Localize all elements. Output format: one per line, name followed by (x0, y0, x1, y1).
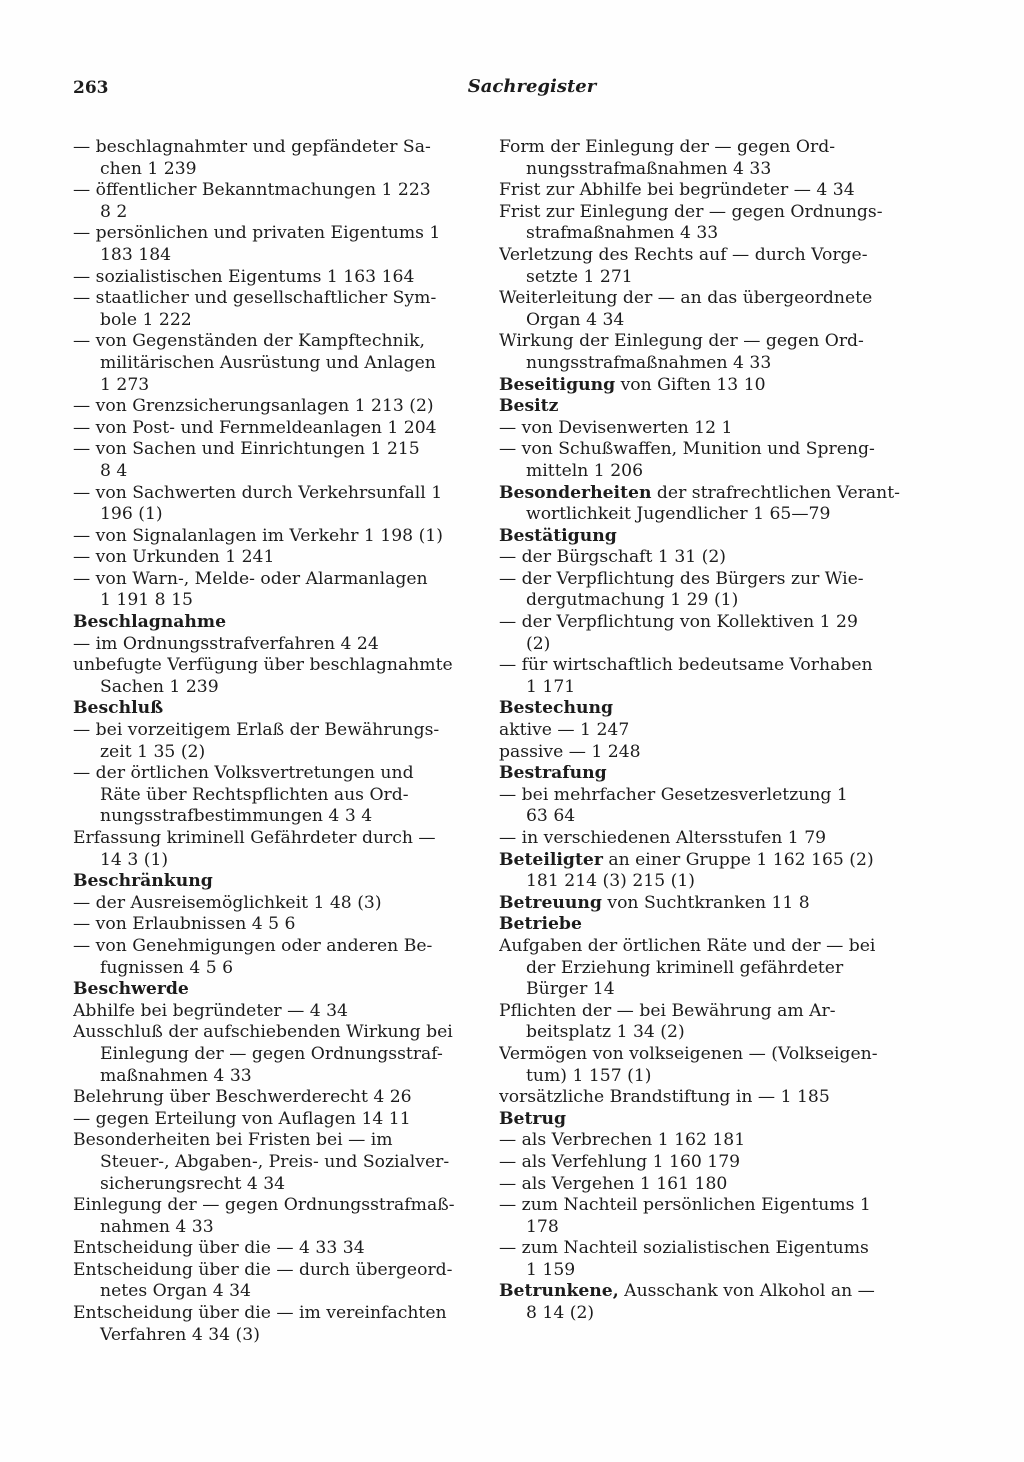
index-heading: Betreuung (499, 892, 602, 913)
index-entry (499, 1281, 901, 1303)
index-continuation: 1 159 (526, 1259, 576, 1280)
index-heading: Beschluß (73, 698, 164, 719)
index-subentry: — der Verpflichtung von Kollektiven 1 29 (499, 612, 858, 633)
index-entry: unbefugte Verfügung über beschlagnahmte (73, 655, 453, 676)
page-number: 263 (73, 78, 109, 98)
index-heading: Betrug (499, 1108, 566, 1129)
index-continuation: mitteln 1 206 (526, 460, 644, 481)
index-heading: Betrunkene, (499, 1281, 619, 1302)
index-subentry: — staatlicher und gesellschaftlicher Sym- (73, 288, 437, 309)
index-continuation: militärischen Ausrüstung und Anlagen (100, 352, 436, 373)
index-entry-text: von Suchtkranken 11 8 (601, 892, 810, 913)
index-subentry: — von Erlaubnissen 4 5 6 (73, 914, 296, 935)
index-heading: Beteiligter (499, 849, 603, 870)
index-subentry: — von Gegenständen der Kampftechnik, (73, 331, 425, 352)
index-heading: Bestechung (499, 698, 613, 719)
index-entry: vorsätzliche Brandstiftung in — 1 185 (499, 1087, 830, 1108)
index-subentry: — zum Nachteil persönlichen Eigentums 1 (499, 1195, 871, 1216)
index-entry: Einlegung der — gegen Ordnungsstrafmaß- (73, 1195, 455, 1216)
index-continuation: 8 14 (2) (526, 1303, 595, 1324)
index-continuation: Organ 4 34 (526, 309, 625, 330)
index-entry (499, 483, 901, 505)
index-subentry: — von Schußwaffen, Munition und Spreng- (499, 439, 875, 460)
index-subentry: — von Sachen und Einrichtungen 1 215 (73, 439, 420, 460)
index-continuation: wortlichkeit Jugendlicher 1 65—79 (526, 504, 831, 525)
index-continuation: Bürger 14 (526, 979, 615, 1000)
index-subentry: — als Verbrechen 1 162 181 (499, 1130, 746, 1151)
index-continuation: Sachen 1 239 (100, 676, 219, 697)
index-continuation: 1 171 (526, 676, 576, 697)
index-subentry: — sozialistischen Eigentums 1 163 164 (73, 266, 415, 287)
index-heading: Beschränkung (73, 871, 213, 892)
index-continuation: beitsplatz 1 34 (2) (526, 1022, 685, 1043)
index-entry: Frist zur Einlegung der — gegen Ordnungs- (499, 201, 883, 222)
index-subentry: — in verschiedenen Altersstufen 1 79 (499, 828, 827, 848)
index-continuation: zeit 1 35 (2) (100, 741, 206, 762)
index-entry: aktive — 1 247 (499, 720, 630, 741)
index-entry: Belehrung über Beschwerderecht 4 26 (73, 1087, 412, 1108)
index-entry: Entscheidung über die — 4 33 34 (73, 1238, 365, 1259)
index-continuation: nungsstrafmaßnahmen 4 33 (526, 352, 772, 373)
index-column-left (73, 137, 475, 1346)
index-entry: Pflichten der — bei Bewährung am Ar- (499, 1000, 836, 1021)
index-entry: Wirkung der Einlegung der — gegen Ord- (499, 331, 864, 352)
index-subentry: — von Sachwerten durch Verkehrsunfall 1 (73, 482, 443, 503)
index-continuation: 8 4 (100, 460, 128, 481)
index-continuation: 196 (1) (100, 504, 163, 525)
index-subentry: — der Verpflichtung des Bürgers zur Wie- (499, 568, 864, 589)
index-subentry: — von Urkunden 1 241 (73, 547, 275, 568)
index-heading: Beseitigung (499, 374, 616, 395)
index-continuation: chen 1 239 (100, 158, 197, 179)
index-continuation: 8 2 (100, 201, 128, 222)
index-continuation: strafmaßnahmen 4 33 (526, 223, 719, 244)
index-entry: Aufgaben der örtlichen Räte und der — bei (499, 935, 876, 956)
index-continuation: maßnahmen 4 33 (100, 1065, 252, 1086)
index-continuation: nungsstrafbestimmungen 4 3 4 (100, 806, 373, 827)
index-subentry: — als Verfehlung 1 160 179 (499, 1151, 741, 1172)
index-subentry: — öffentlicher Bekanntmachungen 1 223 (73, 180, 431, 201)
index-continuation: 14 3 (1) (100, 849, 169, 870)
index-entry (499, 893, 901, 915)
index-heading: Besonderheiten (499, 482, 652, 503)
index-subentry: — im Ordnungsstrafverfahren 4 24 (73, 633, 379, 654)
index-subentry: — der Ausreisemöglichkeit 1 48 (3) (73, 892, 382, 913)
index-continuation: tum) 1 157 (1) (526, 1065, 652, 1086)
index-entry: Vermögen von volkseigenen — (Volkseigen- (499, 1043, 878, 1064)
index-subentry: — für wirtschaftlich bedeutsame Vorhaben (499, 655, 873, 676)
index-continuation: Räte über Rechtspflichten aus Ord- (100, 784, 409, 805)
index-entry: passive — 1 248 (499, 741, 641, 762)
index-subentry: — beschlagnahmter und gepfändeter Sa- (73, 137, 431, 157)
index-entry: Abhilfe bei begründeter — 4 34 (73, 1000, 348, 1021)
index-entry-text: der strafrechtlichen Verant- (651, 482, 900, 503)
index-entry: Ausschluß der aufschiebenden Wirkung bei (73, 1022, 453, 1043)
index-subentry: — gegen Erteilung von Auflagen 14 11 (73, 1108, 411, 1129)
index-subentry: — der örtlichen Volksvertretungen und (73, 763, 414, 784)
index-subentry: — der Bürgschaft 1 31 (2) (499, 547, 726, 568)
index-entry: Erfassung kriminell Gefährdeter durch — (73, 828, 436, 848)
running-head: Sachregister (467, 76, 597, 97)
index-subentry: — von Grenzsicherungsanlagen 1 213 (2) (73, 396, 434, 417)
index-continuation: (2) (526, 633, 551, 654)
index-continuation: 183 184 (100, 244, 172, 265)
index-heading: Betriebe (499, 914, 582, 935)
index-continuation: 181 214 (3) 215 (1) (526, 871, 695, 892)
index-continuation: Verfahren 4 34 (3) (100, 1324, 260, 1345)
index-entry: Form der Einlegung der — gegen Ord- (499, 137, 836, 157)
index-entry: Entscheidung über die — durch übergeord- (73, 1259, 453, 1280)
index-continuation: netes Organ 4 34 (100, 1281, 251, 1302)
index-continuation: nungsstrafmaßnahmen 4 33 (526, 158, 772, 179)
index-continuation: dergutmachung 1 29 (1) (526, 590, 739, 611)
index-subentry: — von Genehmigungen oder anderen Be- (73, 935, 433, 956)
index-entry: Besonderheiten bei Fristen bei — im (73, 1130, 393, 1151)
index-continuation: Steuer-, Abgaben-, Preis- und Sozialver- (100, 1151, 450, 1172)
index-column-right (499, 137, 901, 1325)
index-heading: Besitz (499, 396, 559, 417)
index-heading: Beschlagnahme (73, 612, 227, 633)
index-subentry: — zum Nachteil sozialistischen Eigentums (499, 1238, 869, 1259)
index-continuation: 1 191 8 15 (100, 590, 193, 611)
index-entry-text: an einer Gruppe 1 162 165 (2) (602, 849, 874, 870)
index-subentry: — von Devisenwerten 12 1 (499, 417, 733, 438)
index-continuation: 1 273 (100, 374, 150, 395)
index-entry-text: von Giften 13 10 (615, 374, 766, 395)
index-continuation: 63 64 (526, 806, 576, 827)
index-heading: Beschwerde (73, 979, 189, 1000)
index-entry (499, 850, 901, 872)
index-continuation: nahmen 4 33 (100, 1216, 214, 1237)
index-subentry: — als Vergehen 1 161 180 (499, 1173, 728, 1194)
index-entry-text: Ausschank von Alkohol an — (618, 1281, 875, 1302)
index-continuation: fugnissen 4 5 6 (100, 957, 234, 978)
index-continuation: bole 1 222 (100, 309, 192, 330)
index-subentry: — von Signalanlagen im Verkehr 1 198 (1) (73, 525, 443, 546)
index-subentry: — persönlichen und privaten Eigentums 1 (73, 223, 441, 244)
index-entry: Entscheidung über die — im vereinfachten (73, 1303, 447, 1324)
index-entry: Verletzung des Rechts auf — durch Vorge- (499, 244, 868, 265)
index-subentry: — bei vorzeitigem Erlaß der Bewährungs- (73, 720, 440, 741)
index-continuation: 178 (526, 1216, 559, 1237)
index-heading: Bestätigung (499, 525, 617, 546)
index-entry: Weiterleitung der — an das übergeordnete (499, 288, 873, 309)
index-subentry: — von Warn-, Melde- oder Alarmanlagen (73, 568, 428, 589)
index-heading: Bestrafung (499, 763, 607, 784)
index-continuation: Einlegung der — gegen Ordnungsstraf- (100, 1043, 443, 1064)
index-continuation: setzte 1 271 (526, 266, 633, 287)
index-continuation: der Erziehung kriminell gefährdeter (526, 957, 844, 978)
index-continuation: sicherungsrecht 4 34 (100, 1173, 286, 1194)
index-entry (499, 375, 901, 397)
index-subentry: — bei mehrfacher Gesetzesverletzung 1 (499, 784, 848, 805)
index-subentry: — von Post- und Fernmeldeanlagen 1 204 (73, 417, 437, 438)
index-entry: Frist zur Abhilfe bei begründeter — 4 34 (499, 180, 855, 201)
